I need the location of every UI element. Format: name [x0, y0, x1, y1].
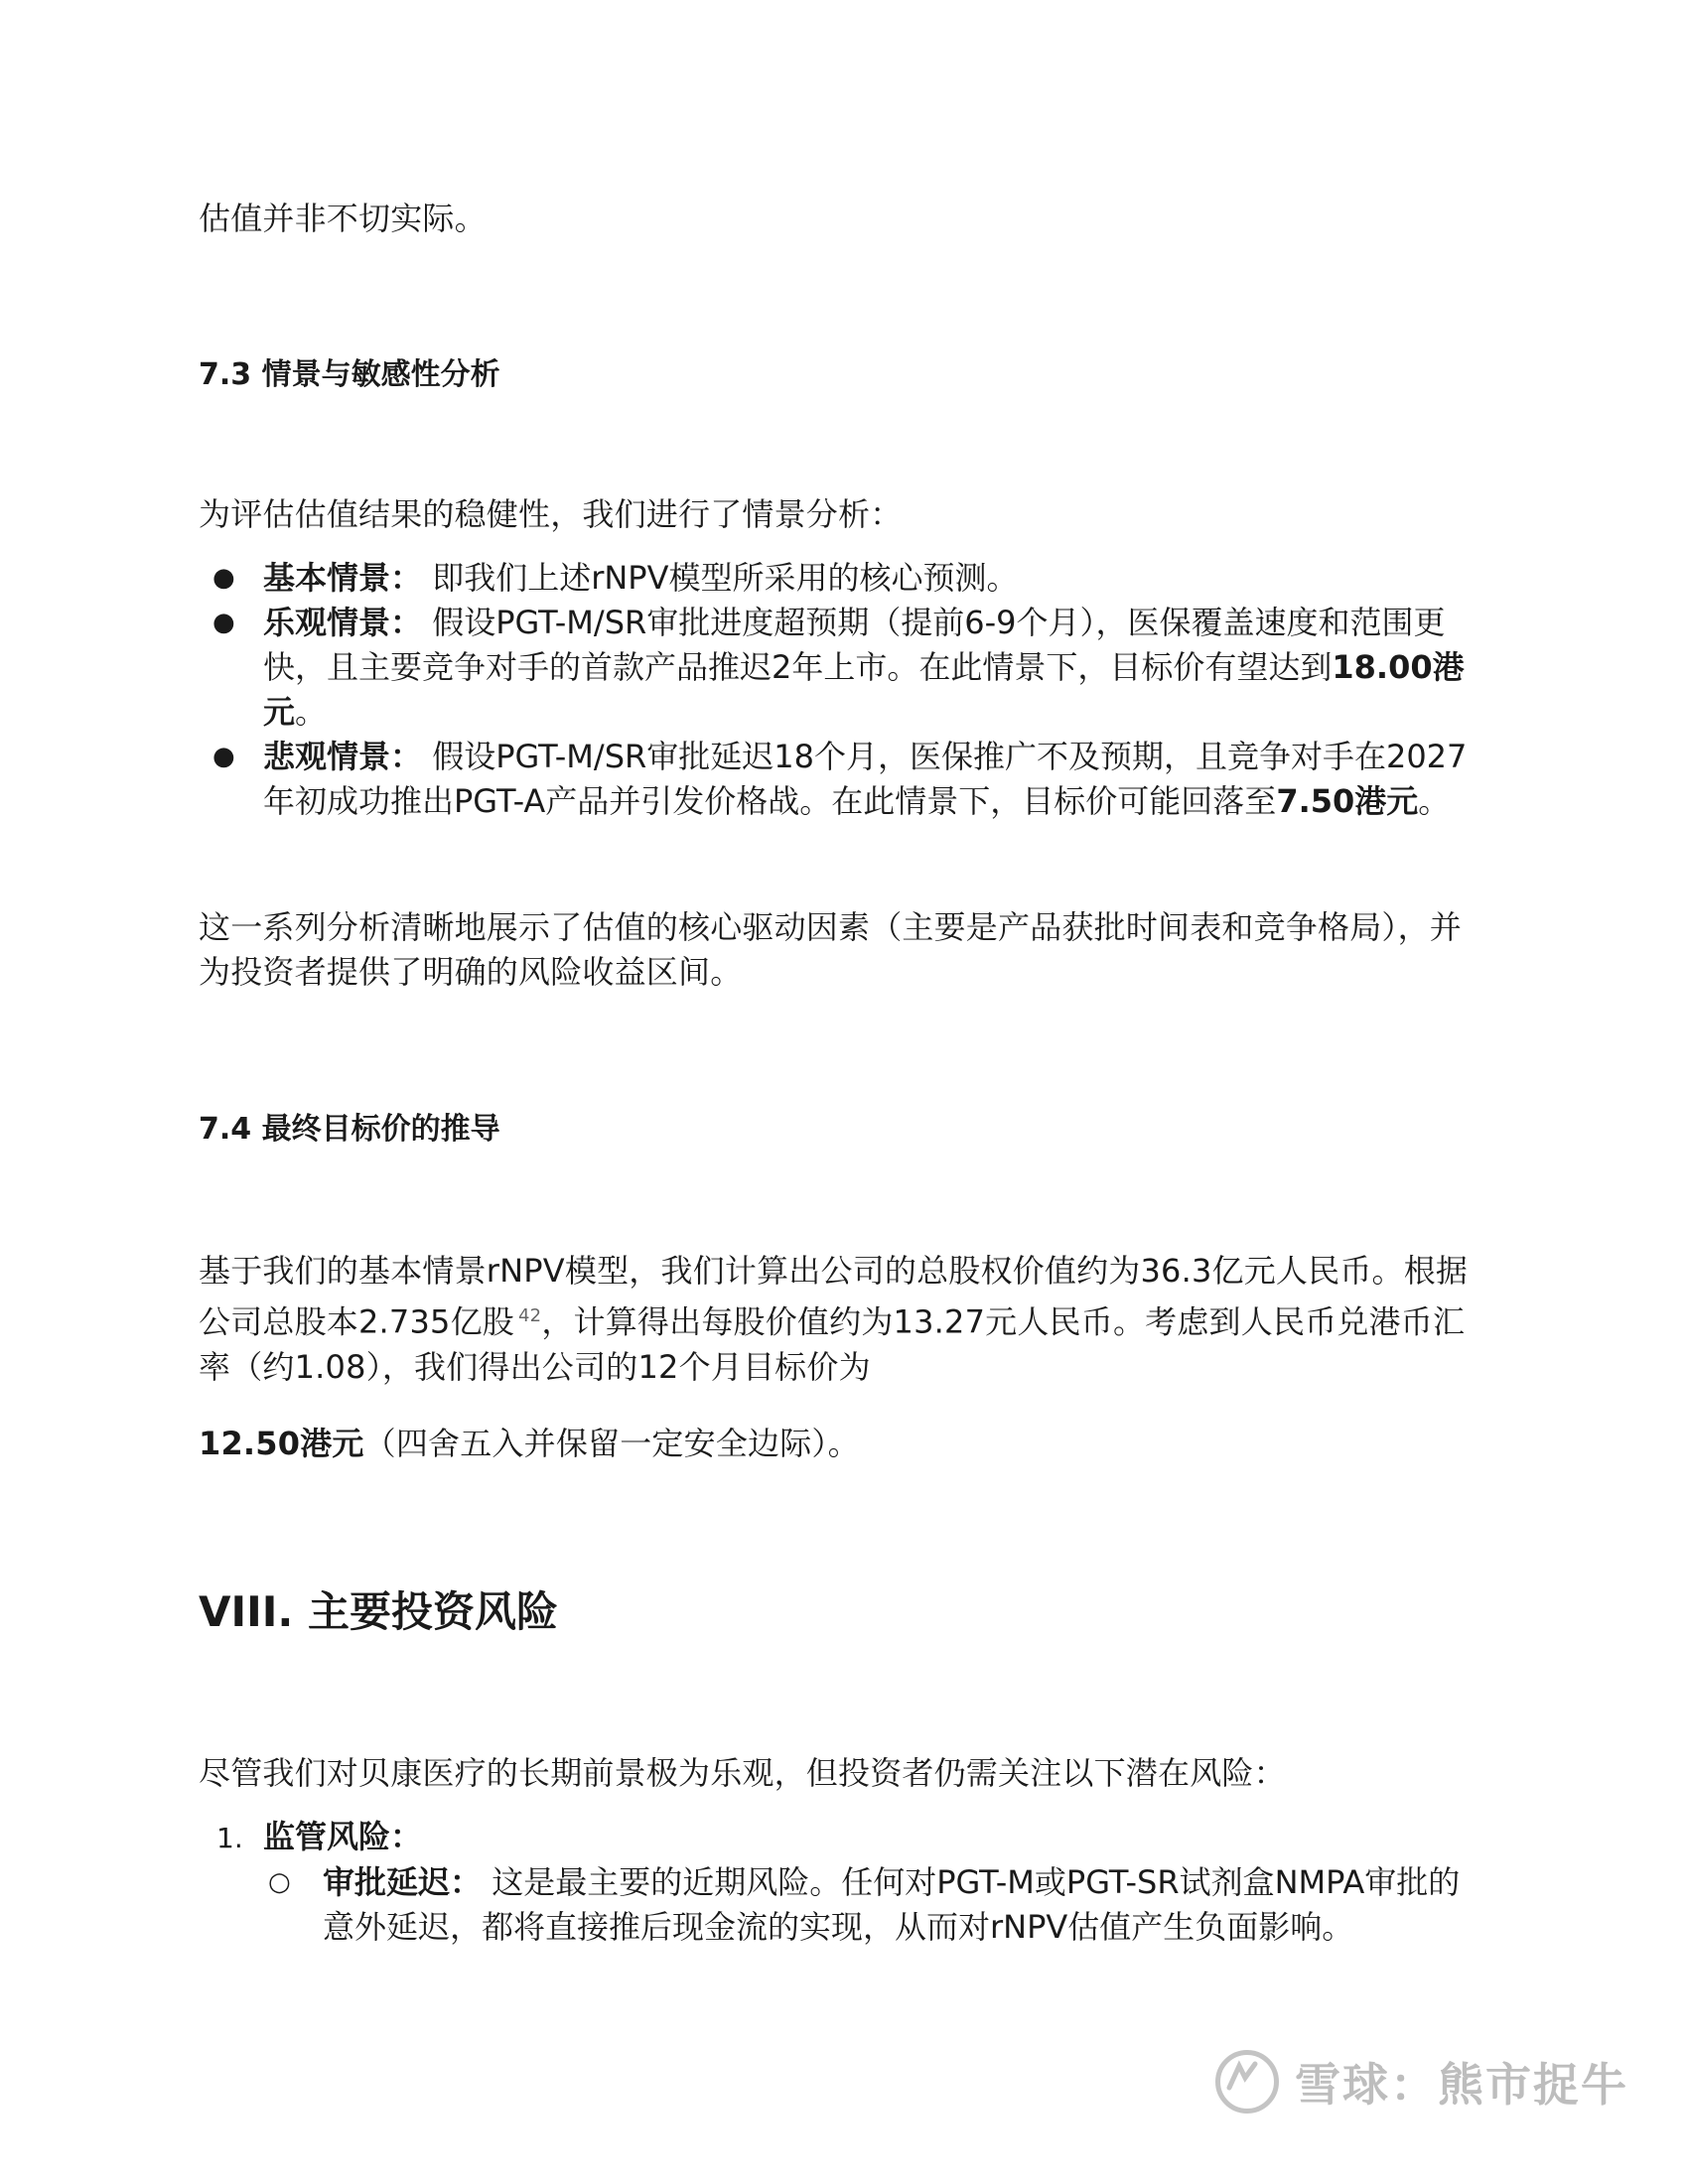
- risk-sub-item: [268, 1860, 1489, 1950]
- list-item: [199, 556, 1484, 601]
- scenario-target-price: 18.00港元: [263, 648, 1465, 731]
- scenario-text: 假设PGT-M/SR审批进度超预期（提前6-9个月），医保覆盖速度和范围更快，且主要竞争对手的首款产品推迟2年上市。在此情景下，目标价有望达到: [263, 604, 1446, 686]
- watermark: [1215, 2049, 1628, 2115]
- scenario-list: [199, 556, 1489, 824]
- paragraph-part-b: ，计算得出每股价值约为13.27元人民币。考虑到人民币兑港币汇率（约1.08），我们得出公司的12个月目标价为: [199, 1302, 1466, 1386]
- section-8-lead: 尽管我们对贝康医疗的长期前景极为乐观，但投资者仍需关注以下潜在风险：: [199, 1754, 1286, 1792]
- target-price-note: （四舍五入并保留一定安全边际）。: [363, 1425, 860, 1462]
- scenario-tail: 。: [295, 693, 328, 731]
- xueqiu-logo-icon: [1215, 2050, 1279, 2114]
- section-7-4-paragraph: [199, 1249, 1479, 1390]
- section-7-3-conclusion: 这一系列分析清晰地展示了估值的核心驱动因素（主要是产品获批时间表和竞争格局），并为投资者提供了明确的风险收益区间。: [199, 908, 1463, 991]
- footnote-ref[interactable]: 42: [518, 1305, 542, 1326]
- scenario-text: 即我们上述rNPV模型所采用的核心预测。: [432, 559, 1019, 597]
- watermark-text: 雪球：熊市捉牛: [1295, 2058, 1628, 2112]
- bullet-icon: ●: [212, 563, 235, 593]
- target-price: 12.50港元: [199, 1425, 364, 1462]
- section-7-3-lead: 为评估估值结果的稳健性，我们进行了情景分析：: [199, 495, 903, 533]
- bullet-icon: ●: [212, 608, 235, 637]
- section-7-3-heading: 7.3 情景与敏感性分析: [199, 357, 500, 392]
- list-item: [199, 601, 1484, 735]
- scenario-target-price: 7.50港元: [1276, 782, 1419, 820]
- scenario-label: 乐观情景：: [263, 604, 423, 641]
- risk-sub-label: 审批延迟：: [323, 1863, 483, 1901]
- risk-sub-text: 这是最主要的近期风险。任何对PGT-M或PGT-SR试剂盒NMPA审批的意外延迟，都将直接推后现金流的实现，从而对rNPV估值产生负面影响。: [323, 1863, 1461, 1946]
- scenario-label: 基本情景：: [263, 559, 423, 597]
- paragraph-part-a: 基于我们的基本情景rNPV模型，我们计算出公司的总股权价值约为36.3亿元人民币。根据公司总股本2.735亿股: [199, 1252, 1469, 1341]
- risk-sub-text-block: [268, 1860, 1489, 1950]
- section-8-heading: VIII. 主要投资风险: [199, 1587, 558, 1636]
- intro-line: 估值并非不切实际。: [199, 200, 487, 237]
- risk-category-label: 监管风险：: [263, 1818, 423, 1855]
- hollow-bullet-icon: ○: [268, 1867, 291, 1897]
- risk-list-item: [216, 1815, 422, 1860]
- bullet-icon: ●: [212, 742, 235, 771]
- list-number: 1.: [216, 1822, 243, 1854]
- list-item: [199, 735, 1484, 824]
- target-price-line: [199, 1422, 1479, 1466]
- scenario-tail: 。: [1418, 782, 1451, 820]
- scenario-label: 悲观情景：: [263, 738, 423, 775]
- scenario-text: 假设PGT-M/SR审批延迟18个月，医保推广不及预期，且竞争对手在2027年初成功推出PGT-A产品并引发价格战。在此情景下，目标价可能回落至: [263, 738, 1468, 820]
- section-7-4-heading: 7.4 最终目标价的推导: [199, 1112, 500, 1147]
- document-page: [199, 0, 1489, 2184]
